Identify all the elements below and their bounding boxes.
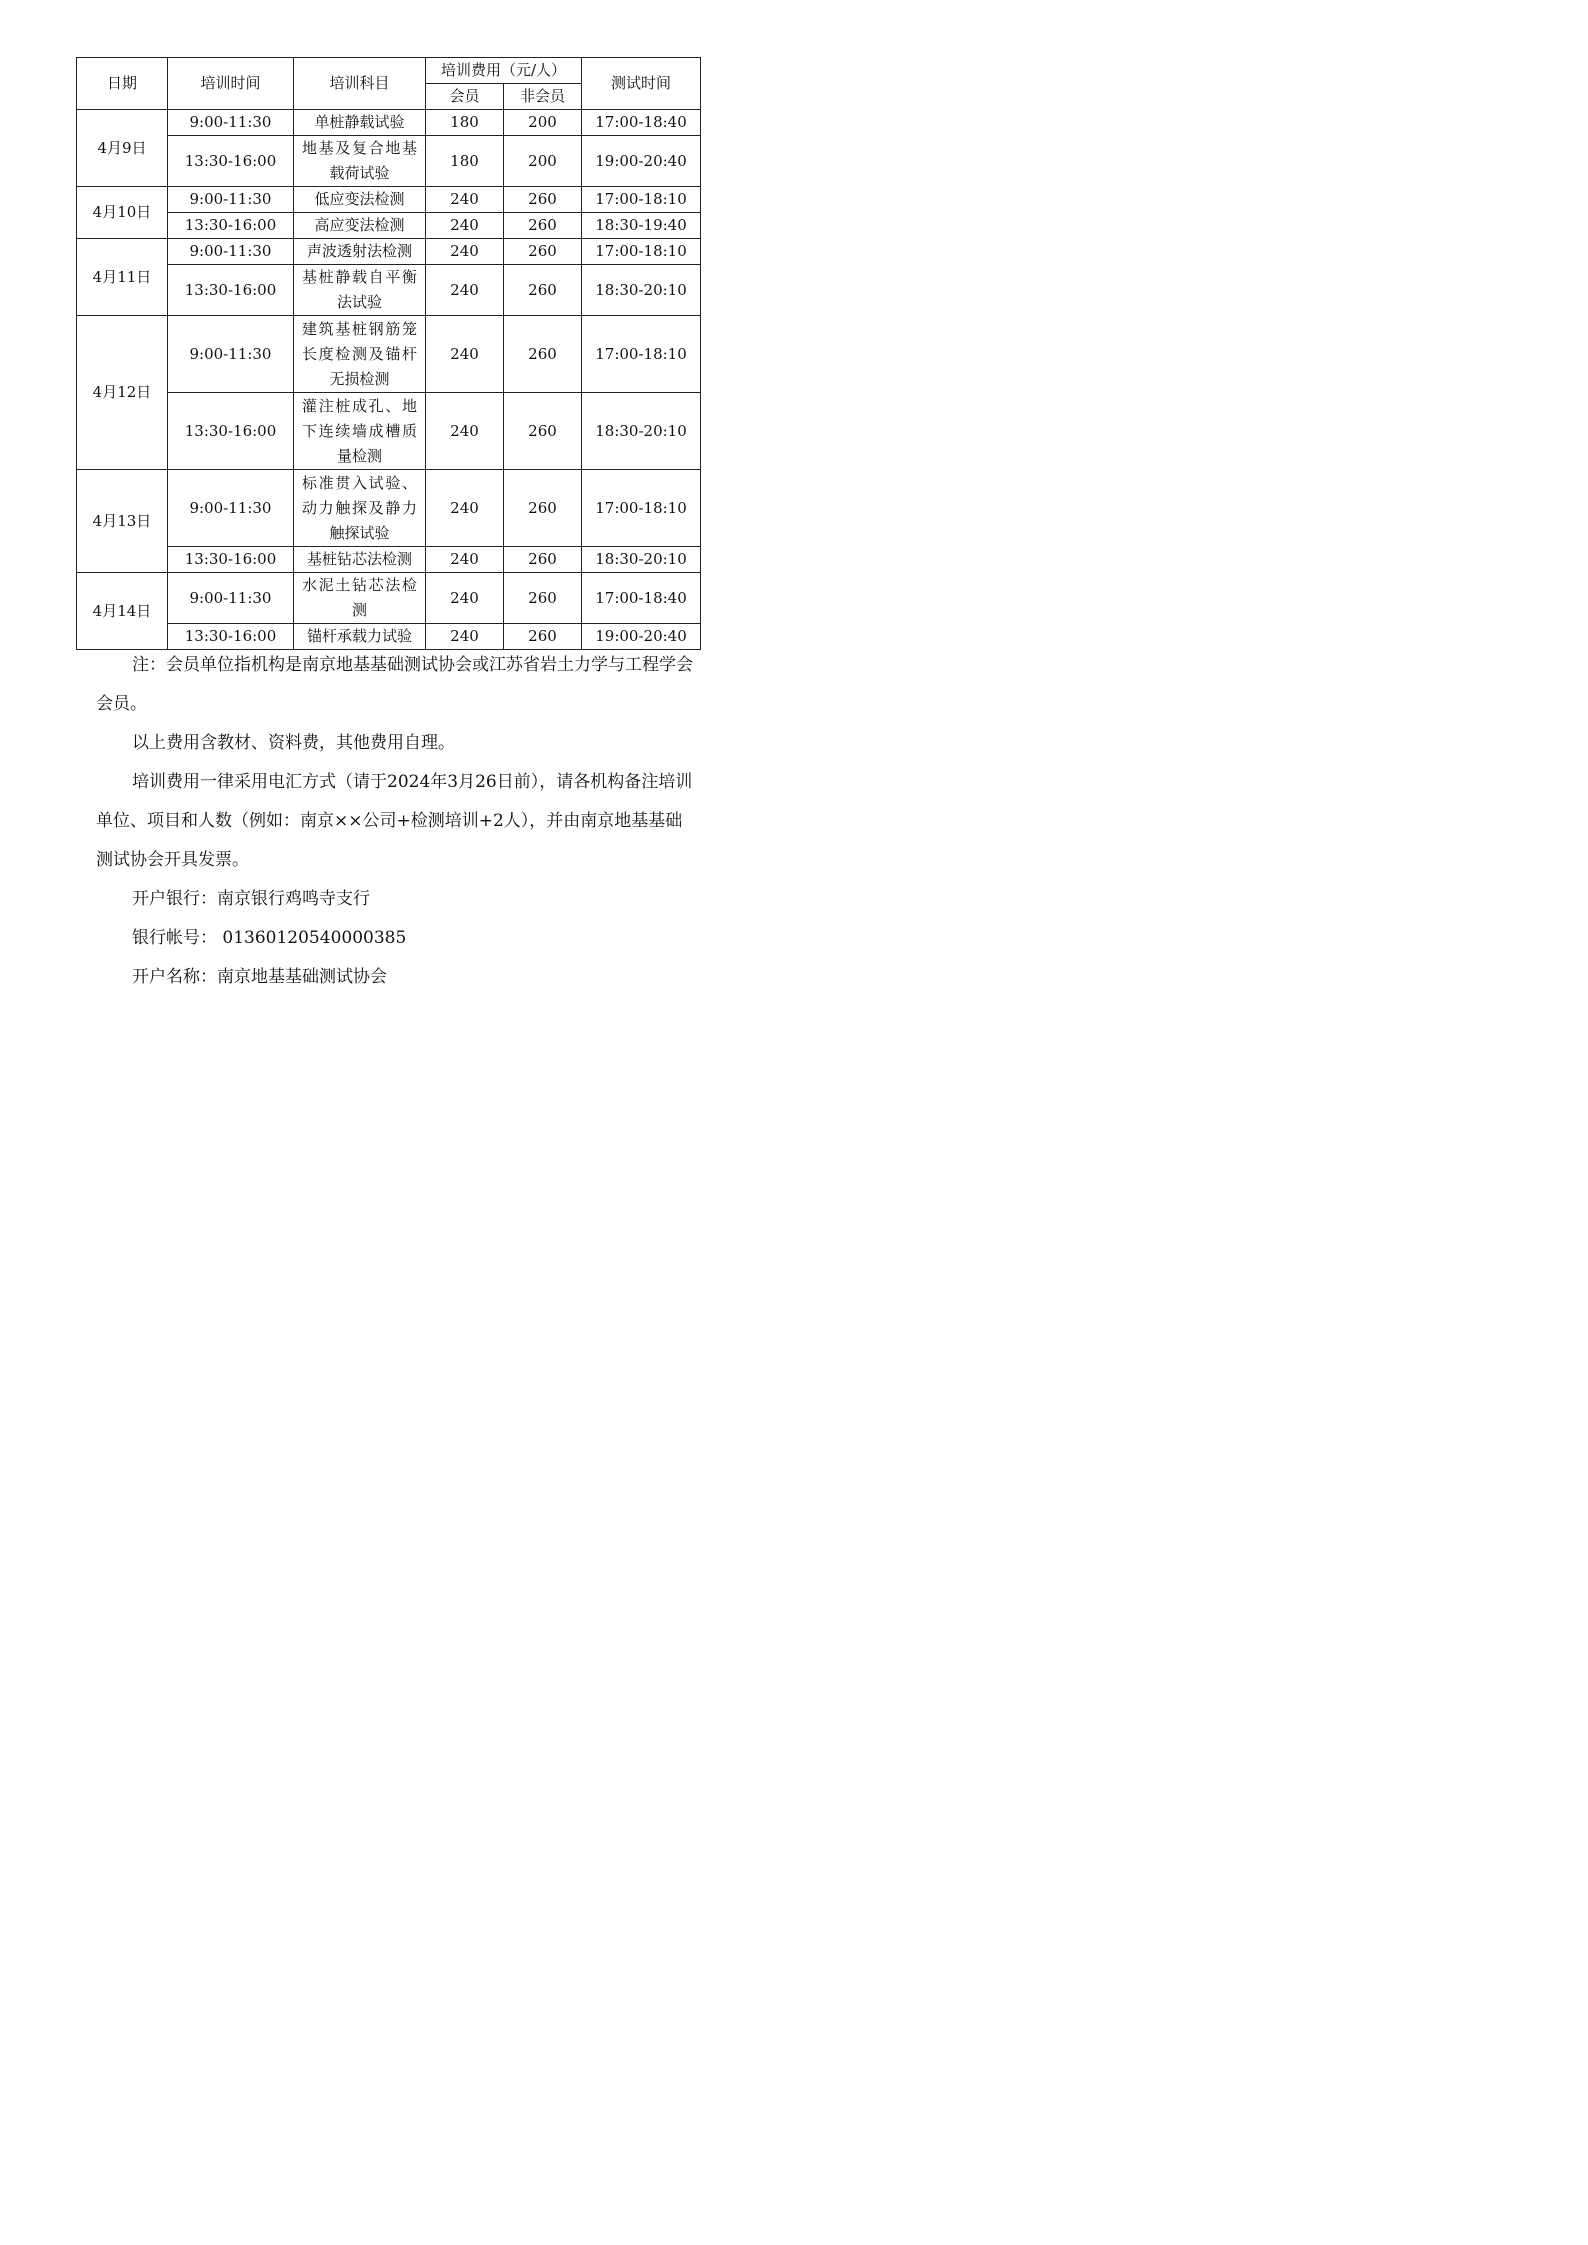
account-name: 开户名称：南京地基基础测试协会	[132, 967, 387, 987]
table-row	[77, 470, 701, 547]
member-fee-cell: 240	[426, 265, 504, 316]
note-fees-included: 以上费用含教材、资料费，其他费用自理。	[132, 733, 455, 753]
time-cell: 9:00-11:30	[168, 573, 294, 624]
test-time-cell: 17:00-18:40	[582, 573, 701, 624]
member-fee-cell: 240	[426, 547, 504, 573]
non-member-fee-cell: 260	[504, 393, 582, 470]
non-member-fee-cell: 260	[504, 239, 582, 265]
subject-cell: 灌注桩成孔、地下连续墙成槽质量检测	[294, 393, 426, 470]
date-cell: 4月9日	[77, 110, 168, 187]
date-cell: 4月11日	[77, 239, 168, 316]
member-fee-cell: 240	[426, 470, 504, 547]
member-fee-cell: 180	[426, 136, 504, 187]
time-cell: 9:00-11:30	[168, 187, 294, 213]
note-payment: 培训费用一律采用电汇方式（请于2024年3月26日前），请各机构备注培训单位、项目和人数（例如：南京××公司+检测培训+2人），并由南京地基基础测试协会开具发票。	[96, 772, 693, 870]
test-time-cell: 19:00-20:40	[582, 136, 701, 187]
member-fee-cell: 240	[426, 316, 504, 393]
table-row	[77, 187, 701, 213]
header-row	[77, 58, 701, 84]
table-row	[77, 136, 701, 187]
subject-cell: 基桩钻芯法检测	[294, 547, 426, 573]
notes-section	[96, 646, 696, 997]
table-row	[77, 213, 701, 239]
header-date: 日期	[77, 58, 168, 110]
table-row	[77, 393, 701, 470]
subject-cell: 基桩静载自平衡法试验	[294, 265, 426, 316]
header-non-member: 非会员	[504, 84, 582, 110]
table-row	[77, 547, 701, 573]
non-member-fee-cell: 260	[504, 265, 582, 316]
test-time-cell: 18:30-19:40	[582, 213, 701, 239]
test-time-cell: 17:00-18:10	[582, 470, 701, 547]
non-member-fee-cell: 260	[504, 547, 582, 573]
time-cell: 13:30-16:00	[168, 265, 294, 316]
test-time-cell: 18:30-20:10	[582, 547, 701, 573]
subject-cell: 单桩静载试验	[294, 110, 426, 136]
member-fee-cell: 240	[426, 573, 504, 624]
bank-name: 开户银行：南京银行鸡鸣寺支行	[132, 889, 370, 909]
non-member-fee-cell: 260	[504, 470, 582, 547]
test-time-cell: 18:30-20:10	[582, 265, 701, 316]
time-cell: 13:30-16:00	[168, 393, 294, 470]
non-member-fee-cell: 260	[504, 316, 582, 393]
member-fee-cell: 240	[426, 213, 504, 239]
non-member-fee-cell: 200	[504, 136, 582, 187]
time-cell: 9:00-11:30	[168, 470, 294, 547]
header-subject: 培训科目	[294, 58, 426, 110]
time-cell: 13:30-16:00	[168, 136, 294, 187]
header-member: 会员	[426, 84, 504, 110]
time-cell: 9:00-11:30	[168, 316, 294, 393]
non-member-fee-cell: 260	[504, 624, 582, 650]
date-cell: 4月12日	[77, 316, 168, 470]
member-fee-cell: 240	[426, 239, 504, 265]
subject-cell: 标准贯入试验、动力触探及静力触探试验	[294, 470, 426, 547]
table-row	[77, 110, 701, 136]
test-time-cell: 17:00-18:40	[582, 110, 701, 136]
header-test-time: 测试时间	[582, 58, 701, 110]
test-time-cell: 17:00-18:10	[582, 239, 701, 265]
test-time-cell: 18:30-20:10	[582, 393, 701, 470]
table-row	[77, 265, 701, 316]
test-time-cell: 17:00-18:10	[582, 316, 701, 393]
training-schedule-table	[76, 57, 701, 650]
subject-cell: 低应变法检测	[294, 187, 426, 213]
test-time-cell: 17:00-18:10	[582, 187, 701, 213]
date-cell: 4月10日	[77, 187, 168, 239]
member-fee-cell: 180	[426, 110, 504, 136]
test-time-cell: 19:00-20:40	[582, 624, 701, 650]
table-row	[77, 573, 701, 624]
subject-cell: 锚杆承载力试验	[294, 624, 426, 650]
subject-cell: 地基及复合地基载荷试验	[294, 136, 426, 187]
time-cell: 13:30-16:00	[168, 547, 294, 573]
subject-cell: 声波透射法检测	[294, 239, 426, 265]
time-cell: 13:30-16:00	[168, 624, 294, 650]
bank-account: 银行帐号： 01360120540000385	[132, 928, 407, 948]
note-membership: 注：会员单位指机构是南京地基基础测试协会或江苏省岩土力学与工程学会会员。	[96, 655, 693, 714]
header-fee: 培训费用（元/人）	[426, 58, 582, 84]
table-row	[77, 239, 701, 265]
document-page	[0, 0, 794, 1122]
subject-cell: 水泥土钻芯法检测	[294, 573, 426, 624]
time-cell: 9:00-11:30	[168, 239, 294, 265]
non-member-fee-cell: 200	[504, 110, 582, 136]
table-row	[77, 316, 701, 393]
non-member-fee-cell: 260	[504, 213, 582, 239]
non-member-fee-cell: 260	[504, 187, 582, 213]
date-cell: 4月14日	[77, 573, 168, 650]
subject-cell: 建筑基桩钢筋笼长度检测及锚杆无损检测	[294, 316, 426, 393]
non-member-fee-cell: 260	[504, 573, 582, 624]
member-fee-cell: 240	[426, 187, 504, 213]
member-fee-cell: 240	[426, 624, 504, 650]
header-time: 培训时间	[168, 58, 294, 110]
member-fee-cell: 240	[426, 393, 504, 470]
time-cell: 9:00-11:30	[168, 110, 294, 136]
time-cell: 13:30-16:00	[168, 213, 294, 239]
date-cell: 4月13日	[77, 470, 168, 573]
subject-cell: 高应变法检测	[294, 213, 426, 239]
